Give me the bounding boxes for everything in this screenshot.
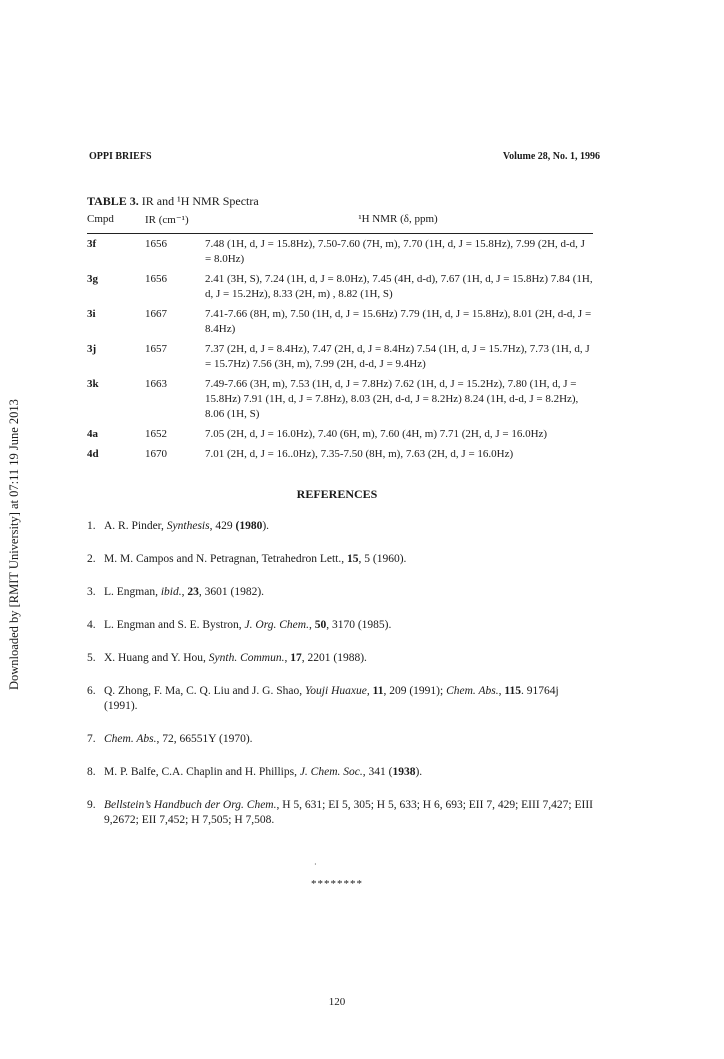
ir-cell: 1657 [145, 343, 167, 355]
nmr-cell: 7.01 (2H, d, J = 16..0Hz), 7.35-7.50 (8H, m), 7.63 (2H, d, J = 16.0Hz) [205, 448, 514, 460]
table-row [87, 424, 593, 444]
reference-text [104, 519, 593, 534]
reference-text-run: (1980 [235, 520, 263, 532]
reference-text-run: , 5 (1960). [358, 553, 407, 565]
reference-number: 6. [87, 685, 96, 697]
reference-text-run: 115 [504, 685, 521, 697]
reference-text-run: , 3170 (1985). [326, 619, 392, 631]
reference-item [87, 684, 593, 714]
reference-item [87, 765, 593, 780]
table-header-row [87, 213, 593, 234]
reference-text [104, 552, 593, 567]
reference-text-run: , [284, 652, 291, 664]
reference-number: 9. [87, 799, 96, 811]
reference-number: 2. [87, 553, 96, 565]
reference-text-run: , [308, 619, 315, 631]
reference-text-run: 1938 [392, 766, 416, 778]
reference-text-run: 23 [187, 586, 199, 598]
reference-text-run: J. Org. Chem. [244, 619, 309, 631]
reference-text [104, 765, 593, 780]
reference-text-run: ). [262, 520, 270, 532]
reference-item [87, 519, 593, 534]
reference-item [87, 618, 593, 633]
running-header-right: Volume 28, No. 1, 1996 [502, 151, 600, 162]
reference-text-run: 50 [314, 619, 327, 631]
reference-text-run: , 2201 (1988). [301, 652, 367, 664]
nmr-cell: 7.37 (2H, d, J = 8.4Hz), 7.47 (2H, d, J = 8.4Hz) 7.54 (1H, d, J = 15.7Hz), 7.73 (1H, d, J = 15.7Hz) 7.56 (3H, m), 7.99 (2H, d-d, J = 9.4Hz) [205, 343, 590, 370]
stray-dot: · [314, 860, 317, 869]
table-caption [87, 194, 259, 209]
reference-text-run: Synthesis [166, 520, 210, 532]
ir-cell: 1670 [145, 448, 167, 460]
nmr-cell: 7.05 (2H, d, J = 16.0Hz), 7.40 (6H, m), 7.60 (4H, m) 7.71 (2H, d, J = 16.0Hz) [205, 428, 548, 440]
reference-item [87, 798, 593, 828]
table-row [87, 304, 593, 339]
col-header-ir: IR (cm⁻¹) [145, 213, 203, 234]
reference-text-run: M. P. Balfe, C.A. Chaplin and H. Phillips, [104, 766, 300, 778]
reference-text-run: A. R. Pinder, [104, 520, 167, 532]
cmpd-cell: 3k [87, 378, 99, 390]
reference-text-run: Bellstein’s Handbuch der Org. Chem. [104, 799, 277, 811]
reference-text [104, 585, 593, 600]
reference-text [104, 618, 593, 633]
page-number: 120 [328, 996, 346, 1008]
reference-text-run: Synth. Commun. [208, 652, 285, 664]
cmpd-cell: 4a [87, 428, 98, 440]
reference-text [104, 798, 593, 828]
reference-item [87, 651, 593, 666]
download-watermark: Downloaded by [RMIT University] at 07:11 19 June 2013 [7, 399, 21, 690]
reference-number: 5. [87, 652, 96, 664]
table-label: TABLE 3. [87, 194, 139, 208]
reference-number: 7. [87, 733, 96, 745]
reference-text-run: ibid. [160, 586, 182, 598]
reference-text-run: Chem. Abs. [446, 685, 499, 697]
reference-text [104, 651, 593, 666]
reference-text [104, 684, 593, 714]
reference-item [87, 552, 593, 567]
col-header-cmpd: Cmpd [87, 213, 145, 234]
reference-text [104, 732, 593, 747]
ir-cell: 1652 [145, 428, 167, 440]
reference-text-run: , [181, 586, 188, 598]
reference-text-run: , H 5, 631; EI 5, 305; H 5, 633; H 6, 693; EII 7, 429; EIII 7,427; EIII 9,2672; EII 7,452; H 7,505; H 7,508. [104, 799, 594, 826]
reference-item [87, 585, 593, 600]
ir-cell: 1656 [145, 273, 167, 285]
ir-cell: 1656 [145, 238, 167, 250]
table-title-text: IR and ¹H NMR Spectra [141, 194, 259, 208]
reference-text-run: Q. Zhong, F. Ma, C. Q. Liu and J. G. Shao, [104, 685, 305, 697]
running-header-left: OPPI BRIEFS [89, 151, 152, 162]
reference-text-run: Youji Huaxue, [304, 685, 370, 697]
reference-text-run: L. Engman, [104, 586, 161, 598]
nmr-table [87, 213, 593, 464]
table-row [87, 234, 593, 270]
reference-text-run: 17 [290, 652, 302, 664]
reference-text-run: 11 [372, 685, 384, 697]
table-row [87, 444, 593, 464]
reference-number: 8. [87, 766, 96, 778]
reference-text-run: , 3601 (1982). [198, 586, 265, 598]
reference-number: 1. [87, 520, 96, 532]
reference-text-run: Chem. Abs. [104, 733, 157, 745]
nmr-cell: 7.48 (1H, d, J = 15.8Hz), 7.50-7.60 (7H, m), 7.70 (1H, d, J = 15.8Hz), 7.99 (2H, d-d, J = 8.0Hz) [205, 238, 585, 265]
cmpd-cell: 3f [87, 238, 97, 250]
reference-text-run: J. Chem. Soc. [299, 766, 363, 778]
nmr-cell: 2.41 (3H, S), 7.24 (1H, d, J = 8.0Hz), 7.45 (4H, d-d), 7.67 (1H, d, J = 15.8Hz) 7.84 (1H, d, J = 15.2Hz), 8.33 (2H, m) , 8.82 (1H, S) [205, 273, 593, 300]
cmpd-cell: 3g [87, 273, 98, 285]
cmpd-cell: 4d [87, 448, 99, 460]
reference-text-run: , 341 ( [362, 766, 393, 778]
ir-cell: 1663 [145, 378, 167, 390]
cmpd-cell: 3j [87, 343, 97, 355]
reference-text-run: X. Huang and Y. Hou, [104, 652, 209, 664]
reference-number: 4. [87, 619, 96, 631]
reference-text-run: , [498, 685, 505, 697]
table-row [87, 374, 593, 424]
col-header-nmr: ¹H NMR (δ, ppm) [203, 213, 593, 234]
reference-text-run: ). [415, 766, 423, 778]
references-list [87, 519, 593, 846]
reference-number: 3. [87, 586, 96, 598]
table-row [87, 269, 593, 304]
reference-text-run: 15 [347, 553, 359, 565]
reference-text-run: , 209 (1991); [383, 685, 447, 697]
reference-item [87, 732, 593, 747]
reference-text-run: , 429 [209, 520, 236, 532]
nmr-cell: 7.49-7.66 (3H, m), 7.53 (1H, d, J = 7.8Hz) 7.62 (1H, d, J = 15.2Hz), 7.80 (1H, d, J = 15.8Hz) 7.91 (1H, d, J = 7.8Hz), 8.03 (2H, d-d, J = 8.2Hz) 8.24 (1H, d-d, J = 8.2Hz), 8.06 (1H, S) [205, 378, 579, 420]
reference-text-run: L. Engman and S. E. Bystron, [104, 619, 245, 631]
reference-text-run: M. M. Campos and N. Petragnan, Tetrahedron Lett., [104, 553, 347, 565]
nmr-cell: 7.41-7.66 (8H, m), 7.50 (1H, d, J = 15.6Hz) 7.79 (1H, d, J = 15.8Hz), 8.01 (2H, d-d, J = 8.4Hz) [205, 308, 592, 335]
cmpd-cell: 3i [87, 308, 96, 320]
reference-text-run: . 91764j (1991). [104, 685, 559, 712]
ir-cell: 1667 [145, 308, 167, 320]
table-row [87, 339, 593, 374]
section-separator: ******** [311, 878, 363, 890]
reference-text-run: , 72, 66551Y (1970). [156, 733, 253, 745]
references-heading: REFERENCES [296, 487, 378, 501]
